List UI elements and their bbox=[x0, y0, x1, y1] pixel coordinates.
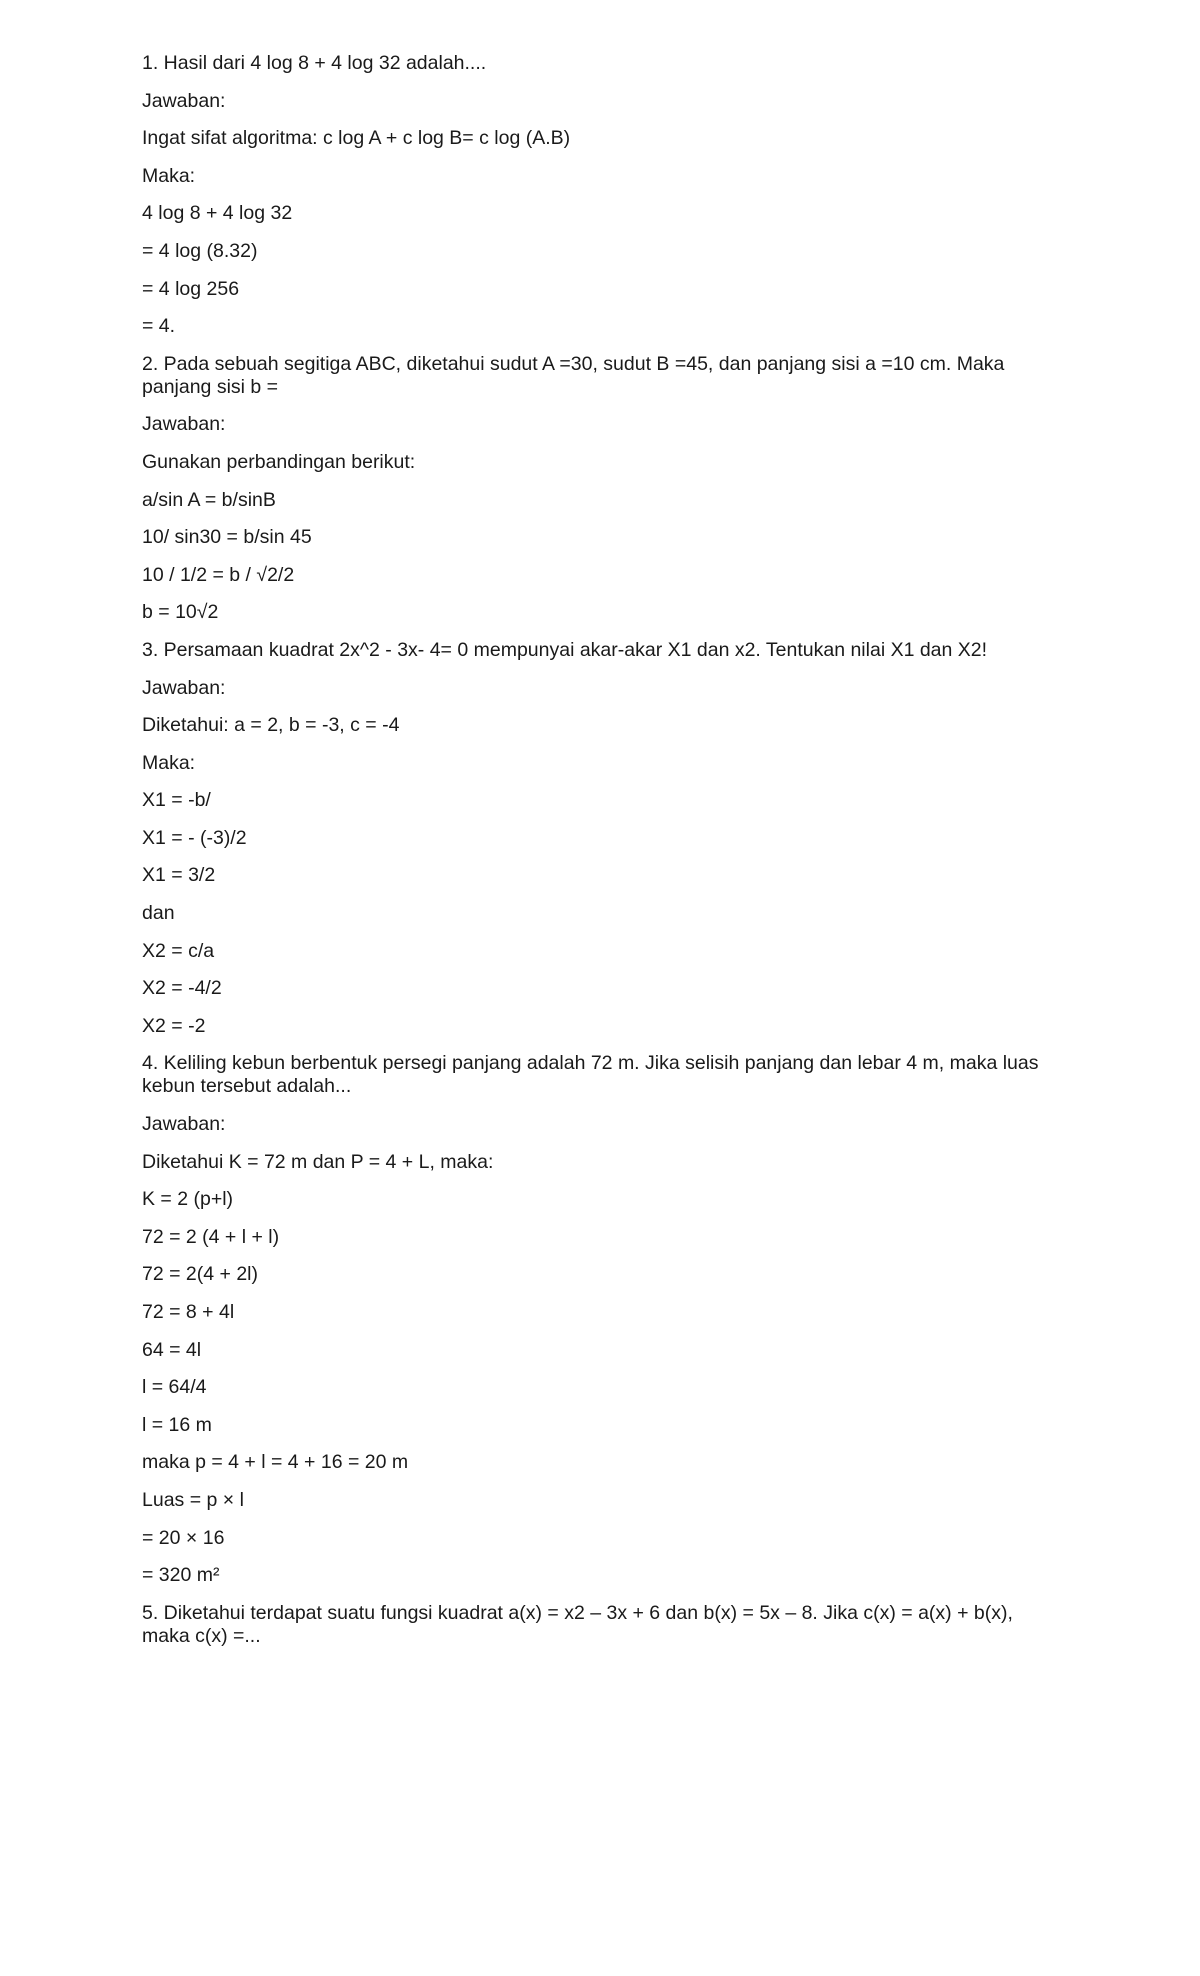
solution-line: Ingat sifat algoritma: c log A + c log B= c log (A.B) bbox=[142, 127, 571, 150]
answer-label: Jawaban: bbox=[142, 413, 226, 436]
question-4: 4. Keliling kebun berbentuk persegi panjang adalah 72 m. Jika selisih panjang dan lebar 4 m, maka luas kebun tersebut adalah... bbox=[142, 1052, 1039, 1098]
solution-line: Gunakan perbandingan berikut: bbox=[142, 450, 416, 473]
answer-label: Jawaban: bbox=[142, 676, 226, 699]
solution-line: X2 = -2 bbox=[142, 1014, 206, 1037]
solution-line: X1 = 3/2 bbox=[142, 864, 216, 887]
solution-line: l = 16 m bbox=[142, 1413, 212, 1436]
question-2: 2. Pada sebuah segitiga ABC, diketahui sudut A =30, sudut B =45, dan panjang sisi a =10 cm. Maka panjang sisi b = bbox=[142, 352, 1005, 398]
solution-line: Maka: bbox=[142, 751, 196, 774]
solution-line: Maka: bbox=[142, 164, 196, 187]
solution-line: = 320 m² bbox=[142, 1564, 220, 1587]
solution-line: X2 = -4/2 bbox=[142, 977, 222, 1000]
solution-line: l = 64/4 bbox=[142, 1376, 207, 1399]
solution-line: = 20 × 16 bbox=[142, 1526, 225, 1549]
solution-line: 72 = 8 + 4l bbox=[142, 1301, 235, 1323]
question-1: 1. Hasil dari 4 log 8 + 4 log 32 adalah.... bbox=[142, 52, 487, 74]
question-3: 3. Persamaan kuadrat 2x^2 - 3x- 4= 0 mempunyai akar-akar X1 dan x2. Tentukan nilai X1 dan X2! bbox=[142, 638, 988, 661]
solution-line: X1 = -b/ bbox=[142, 789, 211, 812]
solution-line: = 4 log (8.32) bbox=[142, 239, 258, 262]
solution-line: 10 / 1/2 = b / √2/2 bbox=[142, 563, 295, 586]
solution-line: dan bbox=[142, 902, 175, 925]
solution-line: b = 10√2 bbox=[142, 601, 219, 624]
answer-label: Jawaban: bbox=[142, 89, 226, 112]
solution-line: = 4 log 256 bbox=[142, 277, 240, 300]
solution-line: K = 2 (p+l) bbox=[142, 1188, 234, 1211]
document-body bbox=[142, 52, 1062, 1662]
solution-line: a/sin A = b/sinB bbox=[142, 488, 276, 511]
solution-line: 64 = 4l bbox=[142, 1338, 202, 1361]
solution-line: X2 = c/a bbox=[142, 939, 215, 962]
solution-line: Diketahui: a = 2, b = -3, c = -4 bbox=[142, 714, 400, 737]
solution-line: 72 = 2 (4 + l + l) bbox=[142, 1225, 280, 1248]
solution-line: 10/ sin30 = b/sin 45 bbox=[142, 526, 312, 549]
solution-line: = 4. bbox=[142, 315, 176, 338]
question-5: 5. Diketahui terdapat suatu fungsi kuadrat a(x) = x2 – 3x + 6 dan b(x) = 5x – 8. Jika c(x) = a(x) + b(x), maka c(x) =... bbox=[142, 1601, 1013, 1647]
answer-label: Jawaban: bbox=[142, 1113, 226, 1136]
solution-line: maka p = 4 + l = 4 + 16 = 20 m bbox=[142, 1451, 409, 1474]
solution-line: X1 = - (-3)/2 bbox=[142, 826, 247, 849]
solution-line: Diketahui K = 72 m dan P = 4 + L, maka: bbox=[142, 1150, 494, 1173]
solution-line: 4 log 8 + 4 log 32 bbox=[142, 202, 293, 225]
solution-line: 72 = 2(4 + 2l) bbox=[142, 1263, 258, 1286]
solution-line: Luas = p × l bbox=[142, 1488, 244, 1511]
